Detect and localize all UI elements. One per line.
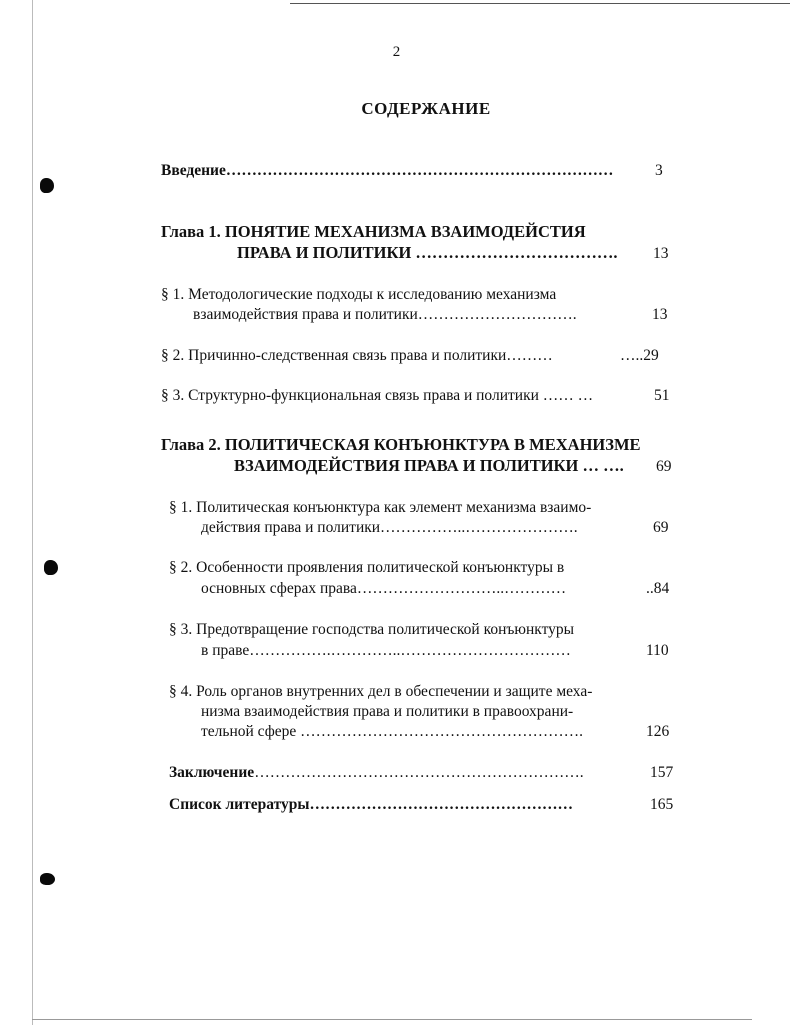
toc-chapter-2-heading[interactable]: Глава 2. ПОЛИТИЧЕСКАЯ КОНЪЮНКТУРА В МЕХАНИЗМЕ [161,435,641,454]
toc-entry-label: Введение [161,162,226,179]
toc-section-2-4-cont[interactable]: тельной сфере ………………………………………………. [201,723,584,740]
toc-page-number: 165 [650,796,674,813]
toc-section-1-1[interactable]: § 1. Методологические подходы к исследованию механизма [161,286,557,303]
toc-page-number: 13 [653,245,669,262]
toc-section-2-4-cont[interactable]: низма взаимодействия права и политики в правоохрани- [201,703,574,720]
toc-page-number: …..29 [620,347,659,364]
page-title: СОДЕРЖАНИЕ [361,99,491,118]
toc-entry-introduction[interactable] [161,161,613,181]
toc-section-1-2[interactable]: § 2. Причинно-следственная связь права и политики……… [161,347,553,364]
toc-section-2-1[interactable]: § 1. Политическая конъюнктура как элемент механизма взаимо- [169,499,592,516]
toc-section-2-2[interactable]: § 2. Особенности проявления политической конъюнктуры в [169,559,565,576]
toc-chapter-1-heading-cont[interactable]: ПРАВА И ПОЛИТИКИ ………………………………. [237,243,618,262]
toc-leader-dots: ………………………………………………………. [254,764,584,781]
toc-page-number: 126 [646,723,670,740]
punch-hole-mark [44,560,58,575]
toc-page-number: 13 [652,306,668,323]
scan-border-top [290,3,790,4]
toc-entry-label: Заключение [169,764,255,781]
toc-section-2-2-cont[interactable]: основных сферах права………………………..………… [201,580,567,597]
toc-page-number: 69 [656,458,672,475]
punch-hole-mark [40,873,55,885]
punch-hole-mark [40,178,54,193]
scan-border-bottom [32,1019,752,1020]
toc-page-number: 3 [655,162,663,179]
toc-entry-conclusion[interactable] [169,763,584,783]
toc-section-2-1-cont[interactable]: действия права и политики……………..…………………. [201,519,578,536]
toc-leader-dots: …………………………………………… [309,796,573,813]
toc-section-1-3[interactable]: § 3. Структурно-функциональная связь права и политики …… … [161,387,594,404]
toc-page-number: 69 [653,519,669,536]
toc-entry-bibliography[interactable] [169,795,573,815]
toc-page-number: 110 [646,642,669,659]
toc-page-number: 157 [650,764,674,781]
scan-border-left [32,0,33,1025]
toc-section-2-3[interactable]: § 3. Предотвращение господства политической конъюнктуры [169,621,575,638]
toc-section-2-3-cont[interactable]: в праве…………….…………..…………………………… [201,642,571,659]
toc-section-1-1-cont[interactable]: взаимодействия права и политики…………………………. [193,306,577,323]
toc-chapter-1-heading[interactable]: Глава 1. ПОНЯТИЕ МЕХАНИЗМА ВЗАИМОДЕЙСТИЯ [161,222,586,241]
toc-entry-label: Список литературы [169,796,310,813]
toc-section-2-4[interactable]: § 4. Роль органов внутренних дел в обеспечении и защите меха- [169,683,593,700]
toc-chapter-2-heading-cont[interactable]: ВЗАИМОДЕЙСТВИЯ ПРАВА И ПОЛИТИКИ … …. [234,456,624,475]
toc-leader-dots: ………………………………………………………………… [225,162,614,179]
page-number: 2 [392,44,401,60]
toc-page-number: ..84 [646,580,670,597]
toc-page-number: 51 [654,387,670,404]
